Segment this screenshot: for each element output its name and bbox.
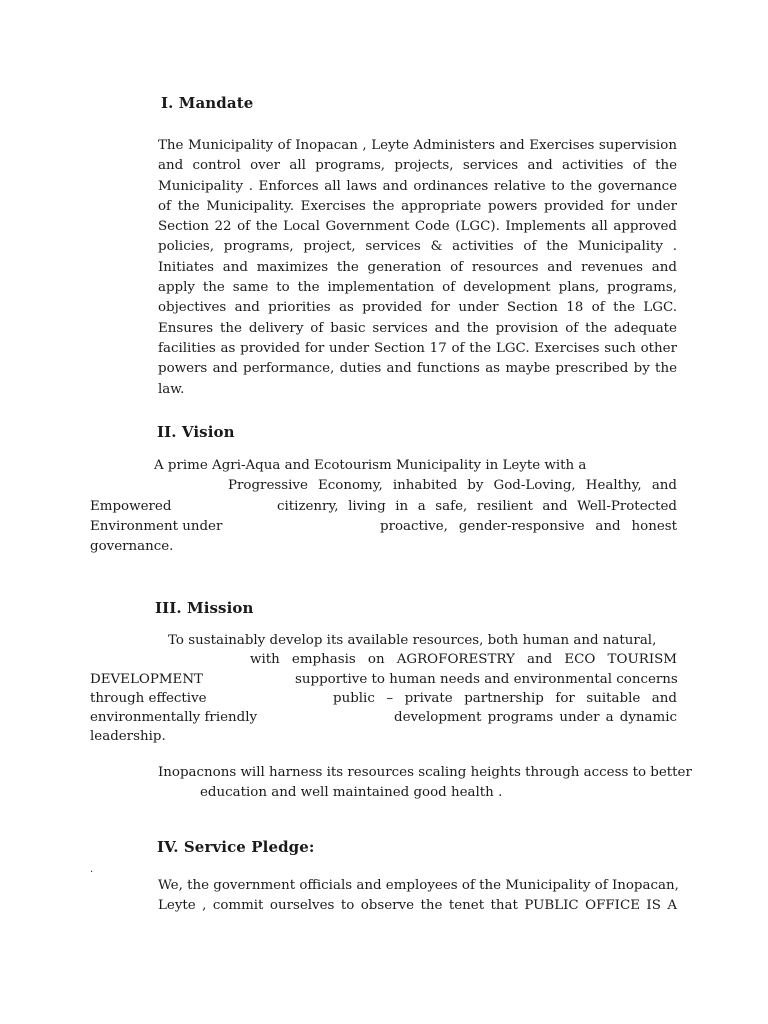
vision-line-4a: Environment under bbox=[90, 518, 223, 534]
mission-line-3b: supportive to human needs and environmental concerns bbox=[295, 671, 678, 687]
vision-line-2-text: Progressive Economy, inhabited by God-Loving, Healthy, and bbox=[228, 478, 677, 494]
vision-line-4 bbox=[90, 517, 677, 537]
mission-line-3 bbox=[90, 670, 677, 689]
vision-line-3b: citizenry, living in a safe, resilient and Well-Protected bbox=[277, 498, 677, 514]
mission-line-6: leadership. bbox=[90, 729, 166, 745]
mission-line-3a: DEVELOPMENT bbox=[90, 671, 203, 687]
mission-body bbox=[90, 631, 677, 747]
vision-line-2 bbox=[90, 476, 677, 496]
pledge-line-1: We, the government officials and employees of the Municipality of Inopacan, bbox=[158, 878, 679, 893]
pledge-body bbox=[158, 876, 677, 917]
mandate-heading: I. Mandate bbox=[161, 94, 254, 112]
mission-line-4b: public – private partnership for suitable and bbox=[333, 690, 677, 706]
mission-line-2-text: with emphasis on AGROFORESTRY and ECO TOURISM bbox=[250, 652, 677, 668]
pledge-bullet: . bbox=[90, 864, 94, 875]
mission-line-5b: development programs under a dynamic bbox=[394, 710, 677, 726]
vision-heading: II. Vision bbox=[157, 423, 235, 441]
mission-extra bbox=[158, 763, 692, 802]
mission-line-2 bbox=[90, 650, 677, 669]
vision-line-4b: proactive, gender-responsive and honest bbox=[380, 518, 677, 534]
mission-line-5 bbox=[90, 708, 677, 727]
mission-line-4a: through effective bbox=[90, 690, 207, 706]
vision-line-3 bbox=[90, 497, 677, 517]
mission-line-4 bbox=[90, 689, 677, 708]
mandate-body: The Municipality of Inopacan , Leyte Administers and Exercises supervision and control over all programs, projects, services and activities of the Municipality . Enforces all laws and ordinances relative to the governance of the Municipality. Exercises the appropriate powers provided for under Section 22 of the Local Government Code (LGC). Implements all approved policies, programs, project, services & activities of the Municipality . Initiates and maximizes the generation of resources and revenues and apply the same to the implementation of development plans, programs, objectives and priorities as provided for under Section 18 of the LGC. Ensures the delivery of basic services and the provision of the adequate facilities as provided for under Section 17 of the LGC. Exercises such other powers and performance, duties and functions as maybe prescribed by the law. bbox=[158, 138, 677, 397]
mission-extra-line-2: education and well maintained good health . bbox=[200, 784, 503, 800]
pledge-line-2 bbox=[158, 896, 677, 916]
mission-line-1: To sustainably develop its available resources, both human and natural, bbox=[168, 633, 657, 648]
mission-extra-line-1: Inopacnons will harness its resources scaling heights through access to better bbox=[158, 765, 692, 780]
pledge-heading: IV. Service Pledge: bbox=[157, 838, 315, 856]
mission-heading: III. Mission bbox=[155, 599, 254, 617]
mission-line-5a: environmentally friendly bbox=[90, 710, 258, 726]
vision-line-5: governance. bbox=[90, 539, 174, 555]
pledge-line-2-text: Leyte , commit ourselves to observe the tenet that PUBLIC OFFICE IS A bbox=[158, 898, 677, 914]
vision-body bbox=[90, 456, 677, 557]
vision-line-3a: Empowered bbox=[90, 498, 172, 514]
vision-line-1: A prime Agri-Aqua and Ecotourism Municipality in Leyte with a bbox=[154, 458, 587, 473]
